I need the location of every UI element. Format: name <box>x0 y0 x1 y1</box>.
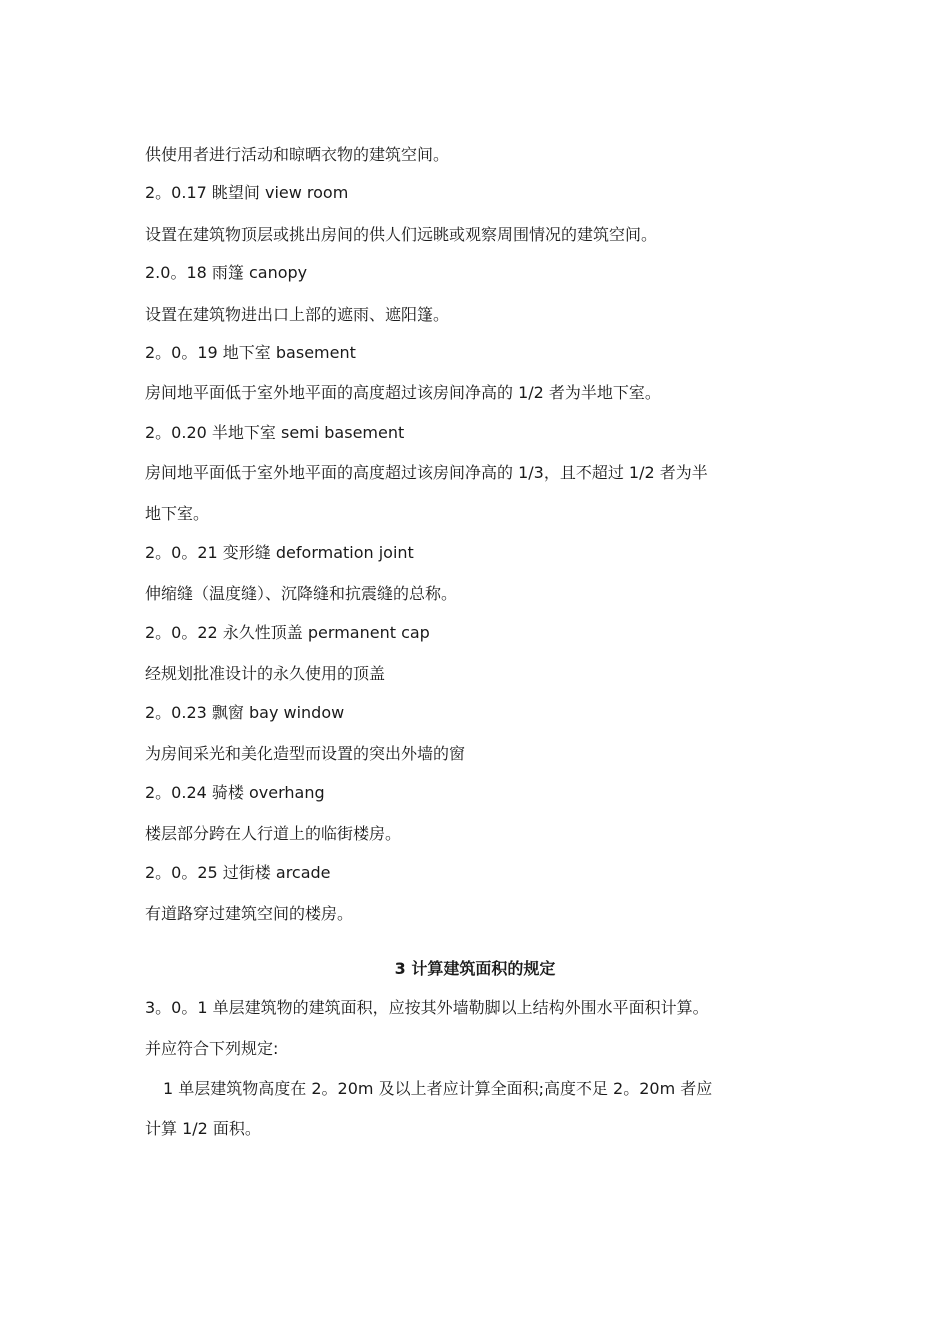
definition-text-continued: 地下室。 <box>145 504 210 523</box>
section-heading: 3 计算建筑面积的规定 <box>394 959 556 978</box>
definition-text: 房间地平面低于室外地平面的高度超过该房间净高的 1/3，且不超过 1/2 者为半 <box>145 463 708 482</box>
definition-text: 为房间采光和美化造型而设置的突出外墙的窗 <box>145 744 466 763</box>
definition-text: 设置在建筑物顶层或挑出房间的供人们远眺或观察周围情况的建筑空间。 <box>145 225 658 244</box>
definition-text: 房间地平面低于室外地平面的高度超过该房间净高的 1/2 者为半地下室。 <box>145 383 661 402</box>
term-heading: 2。0.23 飘窗 bay window <box>145 703 345 722</box>
clause-text: 3。0。1 单层建筑物的建筑面积，应按其外墙勒脚以上结构外围水平面积计算。 <box>145 998 709 1017</box>
definition-text: 供使用者进行活动和晾晒衣物的建筑空间。 <box>145 145 450 164</box>
term-heading: 2.0。18 雨篷 canopy <box>145 263 308 282</box>
definition-text: 经规划批准设计的永久使用的顶盖 <box>145 664 386 683</box>
term-heading: 2。0。22 永久性顶盖 permanent cap <box>145 623 430 642</box>
definition-text: 楼层部分跨在人行道上的临街楼房。 <box>145 824 402 843</box>
term-heading: 2。0.24 骑楼 overhang <box>145 783 325 802</box>
definition-text: 设置在建筑物进出口上部的遮雨、遮阳篷。 <box>145 305 450 324</box>
term-heading: 2。0。21 变形缝 deformation joint <box>145 543 414 562</box>
term-heading: 2。0.20 半地下室 semi basement <box>145 423 405 442</box>
clause-item: 1 单层建筑物高度在 2。20m 及以上者应计算全面积;高度不足 2。20m 者应 <box>163 1079 713 1098</box>
term-heading: 2。0。19 地下室 basement <box>145 343 356 362</box>
term-heading: 2。0.17 眺望间 view room <box>145 183 349 202</box>
definition-text: 有道路穿过建筑空间的楼房。 <box>145 904 354 923</box>
definition-text: 伸缩缝（温度缝）、沉降缝和抗震缝的总称。 <box>145 584 458 603</box>
term-heading: 2。0。25 过街楼 arcade <box>145 863 331 882</box>
clause-item-continued: 计算 1/2 面积。 <box>145 1119 261 1138</box>
clause-text: 并应符合下列规定: <box>145 1039 279 1058</box>
